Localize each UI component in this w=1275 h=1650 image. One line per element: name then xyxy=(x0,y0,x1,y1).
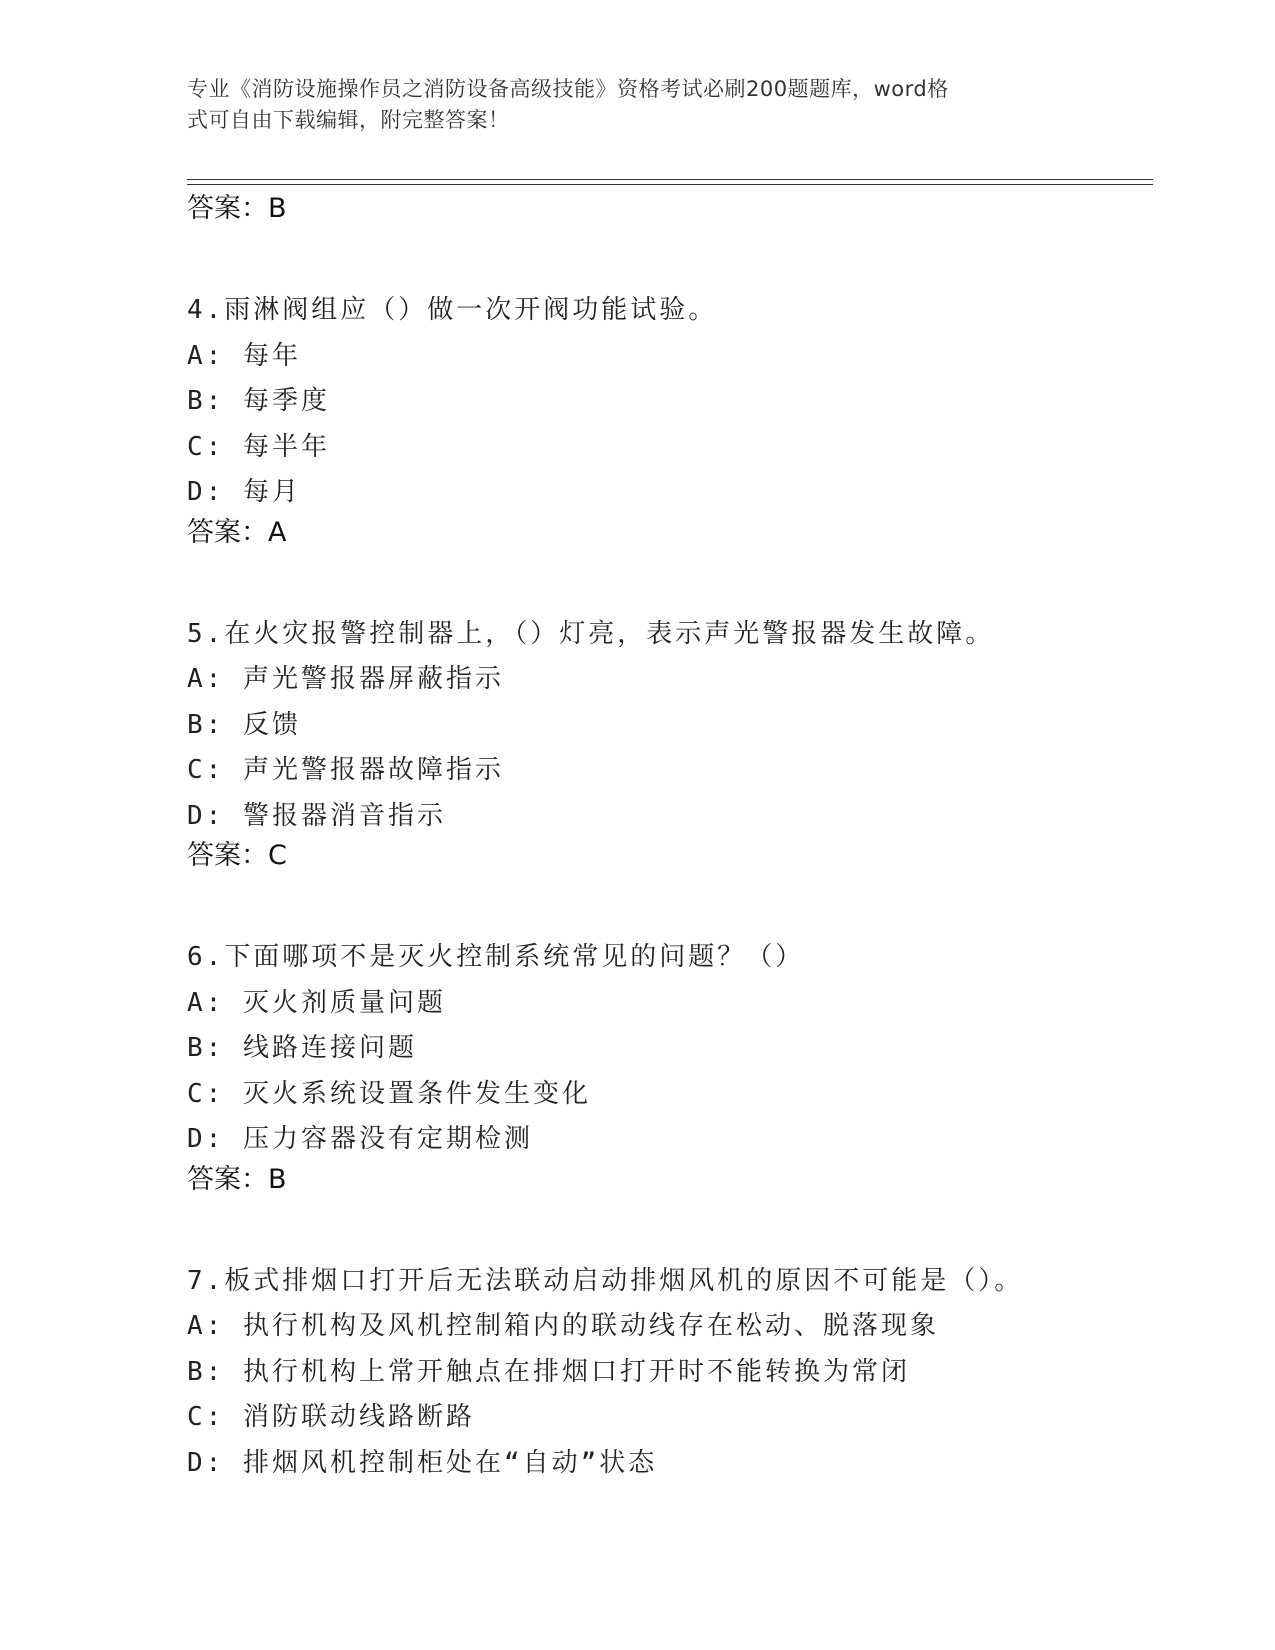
option-c: C: 灭火系统设置条件发生变化 xyxy=(187,1078,591,1109)
answer-line: 答案：B xyxy=(187,1163,287,1195)
option-c: C: 每半年 xyxy=(187,431,330,462)
option-b: B: 反馈 xyxy=(187,709,301,740)
question-stem: 6.下面哪项不是灭火控制系统常见的问题？（） xyxy=(187,942,805,972)
option-a: A: 灭火剂质量问题 xyxy=(187,987,446,1018)
option-d: D: 压力容器没有定期检测 xyxy=(187,1124,533,1154)
question-list xyxy=(187,192,1147,1486)
question-stem: 4.雨淋阀组应（）做一次开阀功能试验。 xyxy=(187,295,718,325)
option-b: B: 线路连接问题 xyxy=(187,1033,417,1063)
option-c: C: 消防联动线路断路 xyxy=(187,1402,475,1432)
document-header xyxy=(187,74,1067,136)
option-a: A: 声光警报器屏蔽指示 xyxy=(187,664,504,694)
question-item xyxy=(187,935,1147,1197)
question-item xyxy=(187,1259,1147,1487)
option-b: B: 每季度 xyxy=(187,386,330,416)
option-a: A: 执行机构及风机控制箱内的联动线存在松动、脱落现象 xyxy=(187,1311,939,1341)
answer-line: 答案：C xyxy=(187,840,287,871)
option-b: B: 执行机构上常开触点在排烟口打开时不能转换为常闭 xyxy=(187,1356,910,1387)
header-line-2: 式可自由下载编辑，附完整答案！ xyxy=(187,108,510,132)
option-d: D: 每月 xyxy=(187,477,301,507)
answer-line: 答案：A xyxy=(187,516,287,548)
question-stem: 7.板式排烟口打开后无法联动启动排烟风机的原因不可能是（）。 xyxy=(187,1265,1024,1296)
answer-line: 答案：B xyxy=(187,193,287,224)
question-item xyxy=(187,288,1147,550)
option-c: C: 声光警报器故障指示 xyxy=(187,755,504,785)
option-a: A: 每年 xyxy=(187,340,301,371)
header-line-1: 专业《消防设施操作员之消防设备高级技能》资格考试必刷200题题库，word格 xyxy=(187,77,949,101)
question-stem: 5.在火灾报警控制器上，（）灯亮，表示声光警报器发生故障。 xyxy=(187,618,995,649)
header-divider-top xyxy=(187,179,1153,180)
option-d: D: 警报器消音指示 xyxy=(187,800,446,831)
question-item xyxy=(187,612,1147,874)
header-divider-bottom xyxy=(187,184,1153,185)
option-d: D: 排烟风机控制柜处在“自动”状态 xyxy=(187,1447,658,1478)
